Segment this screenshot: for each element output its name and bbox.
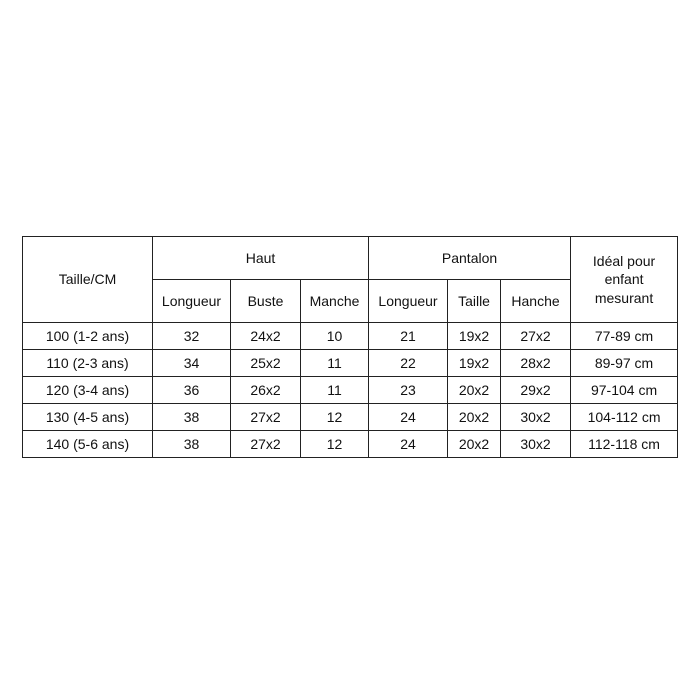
cell-bust: 27x2 bbox=[231, 431, 301, 458]
cell-hip: 30x2 bbox=[501, 431, 571, 458]
size-column-header: Taille/CM bbox=[23, 237, 153, 323]
col-header-bust: Buste bbox=[231, 280, 301, 323]
size-chart-table bbox=[22, 236, 678, 458]
cell-sleeve: 12 bbox=[301, 404, 369, 431]
cell-top-length: 38 bbox=[153, 431, 231, 458]
cell-hip: 30x2 bbox=[501, 404, 571, 431]
header-row-groups bbox=[23, 237, 678, 280]
cell-top-length: 36 bbox=[153, 377, 231, 404]
cell-sleeve: 11 bbox=[301, 350, 369, 377]
cell-waist: 20x2 bbox=[448, 404, 501, 431]
cell-hip: 27x2 bbox=[501, 323, 571, 350]
cell-pants-length: 24 bbox=[369, 431, 448, 458]
ideal-header-line-2: enfant bbox=[604, 271, 644, 288]
cell-ideal: 77-89 cm bbox=[571, 323, 678, 350]
table-row bbox=[23, 404, 678, 431]
col-header-sleeve: Manche bbox=[301, 280, 369, 323]
cell-size: 100 (1-2 ans) bbox=[23, 323, 153, 350]
cell-bust: 26x2 bbox=[231, 377, 301, 404]
cell-sleeve: 12 bbox=[301, 431, 369, 458]
cell-waist: 19x2 bbox=[448, 323, 501, 350]
cell-bust: 27x2 bbox=[231, 404, 301, 431]
cell-sleeve: 11 bbox=[301, 377, 369, 404]
pants-group-header: Pantalon bbox=[369, 237, 571, 280]
cell-waist: 20x2 bbox=[448, 377, 501, 404]
table-row bbox=[23, 431, 678, 458]
cell-ideal: 104-112 cm bbox=[571, 404, 678, 431]
col-header-pants-length: Longueur bbox=[369, 280, 448, 323]
cell-size: 130 (4-5 ans) bbox=[23, 404, 153, 431]
cell-hip: 29x2 bbox=[501, 377, 571, 404]
col-header-top-length: Longueur bbox=[153, 280, 231, 323]
ideal-height-header bbox=[571, 237, 678, 323]
cell-ideal: 89-97 cm bbox=[571, 350, 678, 377]
ideal-header-line-1: Idéal pour bbox=[592, 253, 656, 270]
cell-ideal: 112-118 cm bbox=[571, 431, 678, 458]
cell-pants-length: 24 bbox=[369, 404, 448, 431]
cell-pants-length: 23 bbox=[369, 377, 448, 404]
top-group-header: Haut bbox=[153, 237, 369, 280]
cell-size: 120 (3-4 ans) bbox=[23, 377, 153, 404]
cell-bust: 24x2 bbox=[231, 323, 301, 350]
cell-top-length: 34 bbox=[153, 350, 231, 377]
cell-pants-length: 22 bbox=[369, 350, 448, 377]
table-row bbox=[23, 377, 678, 404]
table-row bbox=[23, 350, 678, 377]
cell-top-length: 38 bbox=[153, 404, 231, 431]
table-row bbox=[23, 323, 678, 350]
col-header-hip: Hanche bbox=[501, 280, 571, 323]
cell-pants-length: 21 bbox=[369, 323, 448, 350]
cell-sleeve: 10 bbox=[301, 323, 369, 350]
cell-hip: 28x2 bbox=[501, 350, 571, 377]
cell-size: 110 (2-3 ans) bbox=[23, 350, 153, 377]
ideal-header-line-3: mesurant bbox=[594, 289, 654, 306]
cell-ideal: 97-104 cm bbox=[571, 377, 678, 404]
cell-bust: 25x2 bbox=[231, 350, 301, 377]
col-header-waist: Taille bbox=[448, 280, 501, 323]
cell-waist: 19x2 bbox=[448, 350, 501, 377]
cell-top-length: 32 bbox=[153, 323, 231, 350]
cell-waist: 20x2 bbox=[448, 431, 501, 458]
cell-size: 140 (5-6 ans) bbox=[23, 431, 153, 458]
